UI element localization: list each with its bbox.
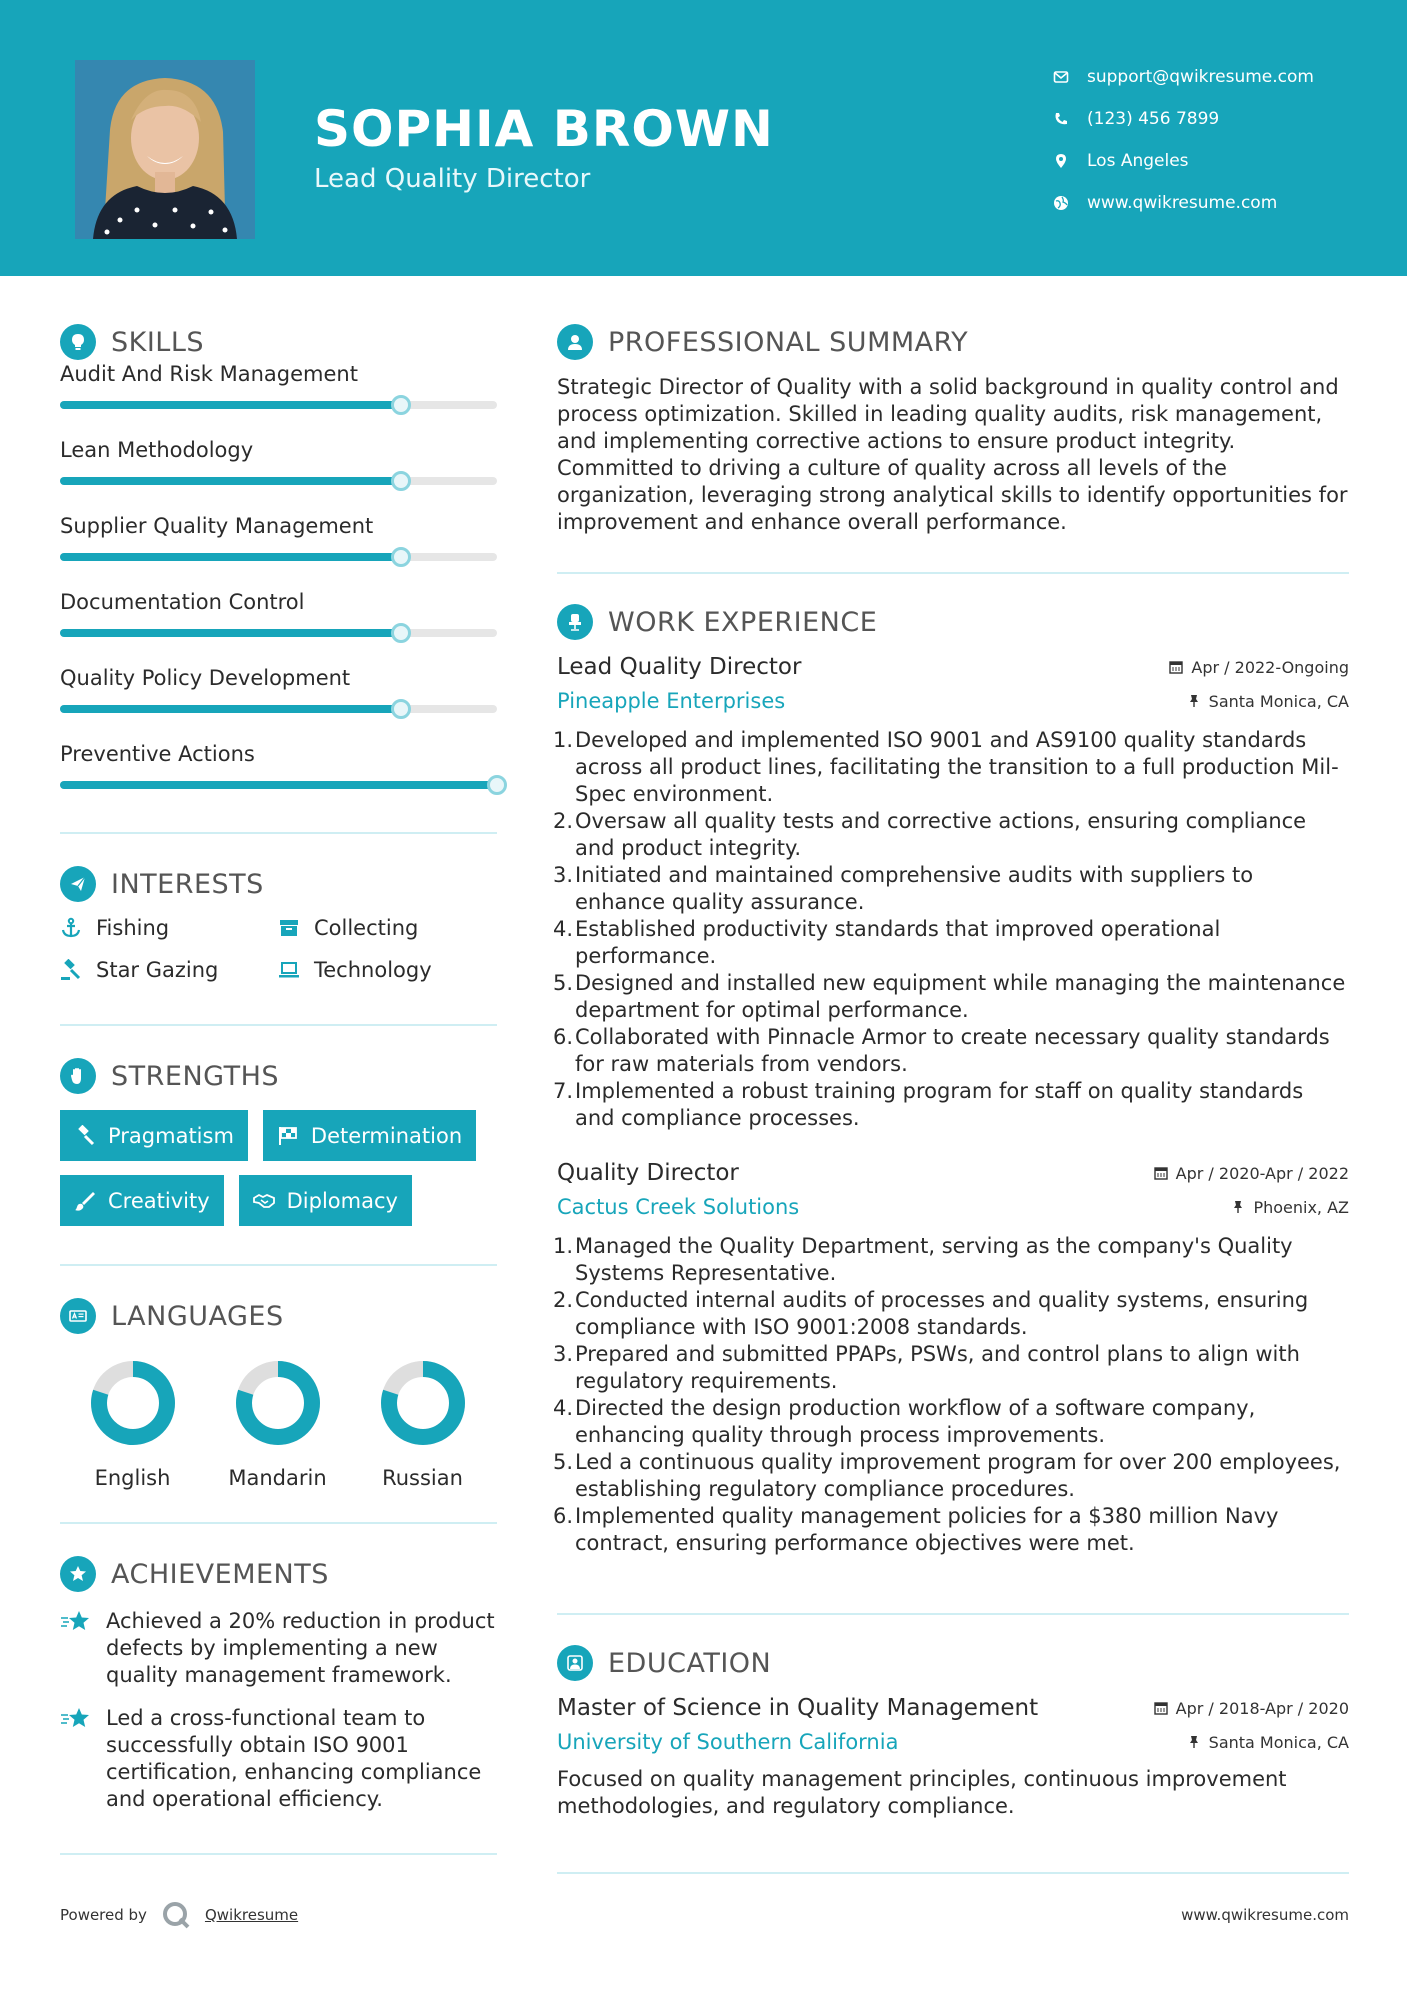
skills-heading — [60, 322, 497, 362]
brand-link[interactable]: Qwikresume — [204, 1906, 299, 1924]
job-date-text: Apr / 2022-Ongoing — [1191, 657, 1349, 677]
chair-icon — [557, 604, 593, 640]
strengths-list — [60, 1110, 497, 1226]
skills-list — [60, 362, 497, 818]
education-entry — [557, 1695, 1349, 1820]
languages-list — [60, 1358, 497, 1490]
interests-heading — [60, 864, 497, 904]
left-column — [60, 322, 497, 1855]
strength-tag — [60, 1175, 224, 1226]
skill-bar-fill — [60, 553, 401, 561]
job-bullets — [552, 727, 1349, 1132]
pin-icon — [1187, 1735, 1201, 1749]
skill-bar-knob — [391, 699, 411, 719]
achievement-text: Led a cross-functional team to successfully obtain ISO 9001 certification, enhancing compliance and operational efficiency. — [106, 1706, 482, 1811]
skill-name: Preventive Actions — [60, 742, 255, 766]
job-location — [1187, 692, 1349, 711]
skills-title: SKILLS — [111, 326, 205, 358]
job-bullet-text: Managed the Quality Department, serving as the company's Quality Systems Representative. — [575, 1234, 1293, 1285]
skill-bar-knob — [391, 547, 411, 567]
user-icon — [557, 324, 593, 360]
job-bullet-text: Led a continuous quality improvement program for over 200 employees, establishing regulatory compliance procedures. — [575, 1450, 1341, 1501]
hand-icon — [60, 1058, 96, 1094]
job-bullet: 5 . Led a continuous quality improvement program for over 200 employees, establishing regulatory compliance procedures. — [557, 1449, 1349, 1503]
skill-bar-fill — [60, 781, 497, 789]
phone-icon — [1053, 111, 1087, 127]
language-name: English — [94, 1466, 171, 1490]
job-bullet: 4 . Directed the design production workflow of a software company, enhancing quality through process improvements. — [557, 1395, 1349, 1449]
job-bullet-text: Prepared and submitted PPAPs, PSWs, and control plans to align with regulatory requirements. — [575, 1342, 1300, 1393]
summary-heading — [557, 322, 1349, 362]
translate-icon — [60, 1298, 96, 1334]
achievements-title: ACHIEVEMENTS — [111, 1558, 329, 1590]
job-location — [1231, 1198, 1349, 1217]
job-title: Quality Director — [557, 1160, 739, 1186]
interest-label: Fishing — [96, 916, 170, 940]
job-bullets — [552, 1233, 1349, 1557]
section-divider — [60, 1024, 497, 1026]
education-title: EDUCATION — [608, 1647, 772, 1679]
job-bullet: 1 . Managed the Quality Department, serving as the company's Quality Systems Representative. — [557, 1233, 1349, 1287]
contact-location — [1053, 140, 1314, 182]
star-icon — [60, 1705, 106, 1813]
job-bullet: 1 . Developed and implemented ISO 9001 and AS9100 quality standards across all product lines, facilitating the transition to a full production Mil-Spec environment. — [557, 727, 1349, 808]
job-bullet-text: Implemented quality management policies for a $380 million Navy contract, ensuring performance objectives were met. — [575, 1504, 1279, 1555]
degree-title: Master of Science in Quality Management — [557, 1695, 1039, 1721]
pin-icon — [1231, 1200, 1245, 1214]
section-divider — [557, 572, 1349, 574]
skill-bar-fill — [60, 401, 401, 409]
job-company: Pineapple Enterprises — [557, 689, 786, 713]
language-item — [60, 1358, 205, 1490]
contact-website[interactable] — [1053, 182, 1314, 224]
job-title: Lead Quality Director — [557, 654, 802, 680]
skill-name: Audit And Risk Management — [60, 362, 358, 386]
calendar-icon — [1154, 1701, 1168, 1715]
paper-plane-icon — [60, 866, 96, 902]
archive-icon — [278, 917, 314, 939]
pin-icon — [1187, 694, 1201, 708]
language-name: Russian — [382, 1466, 463, 1490]
interest-item — [60, 916, 278, 940]
skill-bar-knob — [391, 471, 411, 491]
qwikresume-logo-icon — [161, 1900, 191, 1930]
education-location-text: Santa Monica, CA — [1208, 1732, 1349, 1752]
gavel-icon — [74, 1125, 96, 1147]
email-icon — [1053, 69, 1087, 85]
location-icon — [1053, 153, 1087, 169]
flag-icon — [277, 1125, 299, 1147]
education-location — [1187, 1733, 1349, 1752]
job-bullet-text: Established productivity standards that improved operational performance. — [575, 917, 1221, 968]
candidate-name: SOPHIA BROWN — [314, 100, 774, 158]
job-entry — [552, 654, 1349, 1132]
skill-item — [60, 362, 497, 438]
interest-item — [278, 916, 497, 940]
skill-item — [60, 514, 497, 590]
job-bullet-text: Conducted internal audits of processes and quality systems, ensuring compliance with ISO 9001:2008 standards. — [575, 1288, 1309, 1339]
strength-label: Determination — [310, 1123, 463, 1148]
skill-bar — [60, 781, 497, 789]
interest-item — [278, 958, 497, 982]
education-date — [1154, 1699, 1349, 1718]
job-entry — [552, 1160, 1349, 1557]
skill-name: Supplier Quality Management — [60, 514, 374, 538]
job-bullet: 2 . Conducted internal audits of processes and quality systems, ensuring compliance with ISO 9001:2008 standards. — [557, 1287, 1349, 1341]
skill-bar-knob — [391, 395, 411, 415]
education-description: Focused on quality management principles, continuous improvement methodologies, and regulatory compliance. — [557, 1767, 1287, 1818]
profile-photo-image — [75, 60, 255, 239]
job-bullet: 3 . Prepared and submitted PPAPs, PSWs, and control plans to align with regulatory requirements. — [557, 1341, 1349, 1395]
job-bullet-text: Initiated and maintained comprehensive audits with suppliers to enhance quality assurance. — [575, 863, 1254, 914]
experience-heading — [557, 602, 1349, 642]
footer-powered-by — [60, 1900, 298, 1930]
language-item — [350, 1358, 495, 1490]
achievement-text: Achieved a 20% reduction in product defects by implementing a new quality management framework. — [106, 1609, 495, 1687]
skill-item — [60, 666, 497, 742]
job-bullet-text: Developed and implemented ISO 9001 and AS9100 quality standards across all product lines, facilitating the transition to a full production Mil-Spec environment. — [575, 728, 1339, 806]
handshake-icon — [253, 1190, 275, 1212]
contact-email[interactable] — [1053, 56, 1314, 98]
job-bullet: 7 . Implemented a robust training program for staff on quality standards and compliance processes. — [557, 1078, 1349, 1132]
brush-icon — [74, 1190, 96, 1212]
job-bullet: 6 . Collaborated with Pinnacle Armor to create necessary quality standards for raw materials from vendors. — [557, 1024, 1349, 1078]
interest-label: Star Gazing — [96, 958, 219, 982]
job-bullet-text: Oversaw all quality tests and corrective actions, ensuring compliance and product integrity. — [575, 809, 1307, 860]
skill-item — [60, 438, 497, 514]
calendar-icon — [1154, 1166, 1168, 1180]
footer-website[interactable]: www.qwikresume.com — [1181, 1906, 1349, 1924]
skill-item — [60, 742, 497, 818]
achievements-heading — [60, 1554, 497, 1594]
graduate-icon — [557, 1645, 593, 1681]
skill-name: Lean Methodology — [60, 438, 254, 462]
strength-label: Pragmatism — [108, 1123, 234, 1148]
achievement-item — [60, 1705, 497, 1813]
star-icon — [60, 1608, 106, 1689]
candidate-role: Lead Quality Director — [314, 164, 591, 194]
job-location-text: Santa Monica, CA — [1208, 691, 1349, 711]
school-name: University of Southern California — [557, 1730, 899, 1754]
language-name: Mandarin — [228, 1466, 327, 1490]
strengths-heading — [60, 1056, 497, 1096]
achievement-item — [60, 1608, 497, 1689]
contact-location-text: Los Angeles — [1087, 151, 1189, 171]
contact-email-text: support@qwikresume.com — [1087, 67, 1314, 87]
interest-label: Collecting — [314, 916, 419, 940]
skill-bar — [60, 553, 497, 561]
skill-bar-knob — [391, 623, 411, 643]
job-company: Cactus Creek Solutions — [557, 1195, 800, 1219]
job-bullet: 6 . Implemented quality management policies for a $380 million Navy contract, ensuring performance objectives were met. — [557, 1503, 1349, 1557]
strength-label: Diplomacy — [286, 1188, 398, 1213]
calendar-icon — [1169, 660, 1183, 674]
skill-name: Quality Policy Development — [60, 666, 351, 690]
job-bullet: 4 . Established productivity standards that improved operational performance. — [557, 916, 1349, 970]
resume-header — [0, 0, 1407, 276]
skill-bar-fill — [60, 629, 401, 637]
interest-label: Technology — [314, 958, 432, 982]
skill-bar — [60, 477, 497, 485]
strength-tag — [239, 1175, 412, 1226]
experience-title: WORK EXPERIENCE — [608, 606, 878, 638]
summary-title: PROFESSIONAL SUMMARY — [608, 326, 969, 358]
job-bullet-text: Implemented a robust training program for staff on quality standards and compliance processes. — [575, 1079, 1304, 1130]
strength-tag — [263, 1110, 476, 1161]
star-badge-icon — [60, 1556, 96, 1592]
right-column — [552, 322, 1349, 1874]
globe-icon — [1053, 195, 1087, 211]
job-date-text: Apr / 2020-Apr / 2022 — [1175, 1163, 1349, 1183]
contact-list — [1053, 56, 1314, 224]
skill-name: Documentation Control — [60, 590, 305, 614]
job-bullet: 2 . Oversaw all quality tests and corrective actions, ensuring compliance and product integrity. — [557, 808, 1349, 862]
section-divider — [60, 1264, 497, 1266]
skill-bar-knob — [487, 775, 507, 795]
summary-text: Strategic Director of Quality with a solid background in quality control and process optimization. Skilled in leading quality audits, risk management, and implementing corrective actions to ensure product integrity. Committed to driving a culture of quality across all levels of the organization, leveraging strong analytical skills to identify opportunities for improvement and enhance overall performance. — [557, 375, 1348, 534]
skill-bar — [60, 705, 497, 713]
language-level-ring — [233, 1358, 323, 1448]
section-divider — [60, 1853, 497, 1855]
job-bullet-text: Collaborated with Pinnacle Armor to create necessary quality standards for raw materials from vendors. — [575, 1025, 1330, 1076]
powered-by-label: Powered by — [60, 1906, 147, 1924]
strength-label: Creativity — [108, 1188, 210, 1213]
laptop-icon — [278, 959, 314, 981]
job-date — [1169, 658, 1349, 677]
anchor-icon — [60, 917, 96, 939]
contact-phone[interactable] — [1053, 98, 1314, 140]
profile-photo — [75, 60, 255, 239]
gavel-icon — [60, 959, 96, 981]
job-location-text: Phoenix, AZ — [1253, 1197, 1349, 1217]
section-divider — [60, 832, 497, 834]
lightbulb-icon — [60, 324, 96, 360]
skill-bar-fill — [60, 705, 401, 713]
language-item — [205, 1358, 350, 1490]
contact-phone-text: (123) 456 7899 — [1087, 109, 1220, 129]
job-bullet-text: Designed and installed new equipment while managing the maintenance department for optimal performance. — [575, 971, 1346, 1022]
interests-title: INTERESTS — [111, 868, 264, 900]
section-divider — [557, 1872, 1349, 1874]
language-level-ring — [378, 1358, 468, 1448]
strength-tag — [60, 1110, 248, 1161]
skill-bar — [60, 401, 497, 409]
education-heading — [557, 1643, 1349, 1683]
section-divider — [60, 1522, 497, 1524]
strengths-title: STRENGTHS — [111, 1060, 280, 1092]
interests-list — [60, 916, 497, 982]
skill-bar — [60, 629, 497, 637]
skill-bar-fill — [60, 477, 401, 485]
skill-item — [60, 590, 497, 666]
job-bullet: 3 . Initiated and maintained comprehensive audits with suppliers to enhance quality assurance. — [557, 862, 1349, 916]
languages-heading — [60, 1296, 497, 1336]
language-level-ring — [88, 1358, 178, 1448]
job-date — [1154, 1164, 1349, 1183]
section-divider — [557, 1613, 1349, 1615]
interest-item — [60, 958, 278, 982]
job-bullet-text: Directed the design production workflow of a software company, enhancing quality through process improvements. — [575, 1396, 1256, 1447]
contact-website-text: www.qwikresume.com — [1087, 193, 1278, 213]
education-date-text: Apr / 2018-Apr / 2020 — [1175, 1698, 1349, 1718]
languages-title: LANGUAGES — [111, 1300, 284, 1332]
job-bullet: 5 . Designed and installed new equipment while managing the maintenance department for optimal performance. — [557, 970, 1349, 1024]
